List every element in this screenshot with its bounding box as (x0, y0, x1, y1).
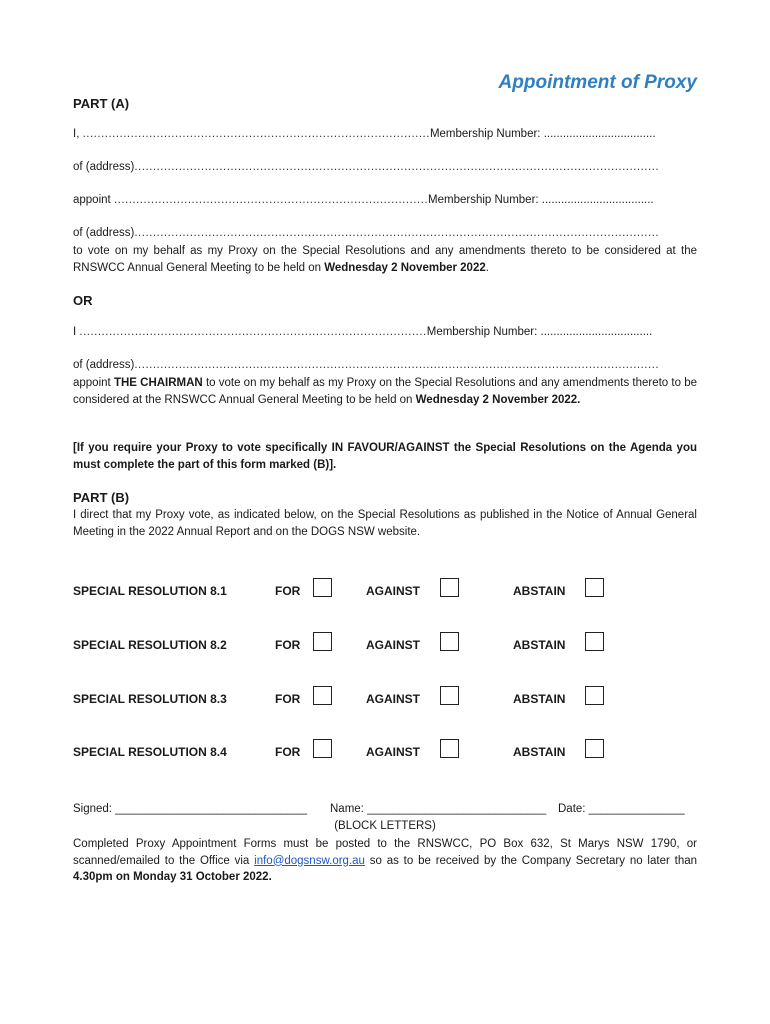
proxy-name-line[interactable] (73, 194, 697, 206)
proxy-membership-number-blank[interactable]: Membership Number: ................................... (428, 194, 654, 206)
instructions-text: Completed Proxy Appointment Forms must be posted to the RNSWCC, PO Box 632, St Marys NSW 1790, or scanned/emailed to the Office via (73, 838, 697, 867)
against-checkbox[interactable] (440, 632, 459, 651)
resolution-label: SPECIAL RESOLUTION 8.3 (73, 692, 227, 706)
for-checkbox[interactable] (313, 578, 332, 597)
against-label: AGAINST (366, 745, 420, 759)
address-blank[interactable]: .............................................................................................................................................. (134, 161, 660, 173)
vote-text: to vote on my behalf as my Proxy on the Special Resolutions and any amendments thereto to be considered at the RNSWCC Annual General Meeting to be held on (73, 377, 697, 406)
resolution-row (73, 632, 633, 656)
against-checkbox[interactable] (440, 739, 459, 758)
part-b-text: I direct that my Proxy vote, as indicated below, on the Special Resolutions as published in the Notice of Annual General Meeting in the 2022 Annual Report and on the DOGS NSW website. (73, 509, 697, 538)
abstain-label: ABSTAIN (513, 745, 566, 759)
abstain-label: ABSTAIN (513, 638, 566, 652)
abstain-label: ABSTAIN (513, 692, 566, 706)
abstain-checkbox[interactable] (585, 632, 604, 651)
proxy-address-line[interactable] (73, 227, 697, 239)
part-b-instruction: [If you require your Proxy to vote specifically IN FAVOUR/AGAINST the Special Resolutions on the Agenda you must complete the part of this form marked (B)]. (73, 442, 697, 471)
abstain-checkbox[interactable] (585, 686, 604, 705)
for-checkbox[interactable] (313, 739, 332, 758)
proxy-name-blank[interactable]: ..................................................................................... (113, 194, 429, 206)
for-label: FOR (275, 638, 301, 652)
resolution-row (73, 686, 633, 710)
for-checkbox[interactable] (313, 632, 332, 651)
document-title: Appointment of Proxy (498, 72, 697, 93)
against-label: AGAINST (366, 584, 420, 598)
line-label: of (address) (73, 227, 135, 239)
signed-field[interactable]: Signed: ______________________________ (73, 803, 308, 815)
abstain-checkbox[interactable] (585, 739, 604, 758)
block-letters-note: (BLOCK LETTERS) (334, 820, 436, 832)
member-address-line[interactable] (73, 161, 697, 173)
email-link[interactable]: info@dogsnsw.org.au (254, 854, 365, 867)
line-label: of (address) (73, 359, 135, 371)
chairman-text: THE CHAIRMAN (113, 377, 203, 389)
name-blank[interactable]: .............................................................................................. (82, 128, 430, 140)
alt-member-name-line[interactable] (73, 326, 697, 338)
alt-address-blank[interactable]: .............................................................................................................................................. (134, 359, 660, 371)
vote-paragraph-1 (73, 243, 697, 276)
membership-number-blank[interactable]: Membership Number: ................................... (429, 128, 656, 140)
part-b-heading: PART (B) (73, 490, 130, 505)
for-label: FOR (275, 692, 301, 706)
for-checkbox[interactable] (313, 686, 332, 705)
name-field[interactable]: Name: ____________________________ (330, 803, 547, 815)
part-a-heading: PART (A) (73, 96, 130, 111)
proxy-address-blank[interactable]: .............................................................................................................................................. (134, 227, 660, 239)
against-label: AGAINST (366, 638, 420, 652)
instructions-text: so as to be received by the Company Secretary no later than (364, 854, 698, 867)
resolution-row (73, 739, 633, 763)
line-label: I, (73, 128, 83, 140)
period: . (485, 261, 489, 274)
alt-member-address-line[interactable] (73, 359, 697, 371)
vote-paragraph-2 (73, 375, 697, 408)
or-heading: OR (73, 293, 93, 308)
abstain-label: ABSTAIN (513, 584, 566, 598)
period: . (577, 393, 581, 406)
vote-text: to vote on my behalf as my Proxy on the Special Resolutions and any amendments thereto to be considered at the RNSWCC Annual General Meeting to be held on (73, 245, 697, 274)
deadline-text: 4.30pm on Monday 31 October 2022. (73, 871, 272, 883)
resolution-row (73, 578, 633, 602)
against-label: AGAINST (366, 692, 420, 706)
meeting-date: Wednesday 2 November 2022 (415, 393, 578, 406)
for-label: FOR (275, 584, 301, 598)
resolution-label: SPECIAL RESOLUTION 8.2 (73, 638, 227, 652)
meeting-date: Wednesday 2 November 2022 (324, 261, 486, 274)
line-label: I (73, 326, 80, 338)
resolution-label: SPECIAL RESOLUTION 8.1 (73, 584, 227, 598)
line-label: appoint (73, 194, 114, 206)
resolution-label: SPECIAL RESOLUTION 8.4 (73, 745, 227, 759)
against-checkbox[interactable] (440, 578, 459, 597)
abstain-checkbox[interactable] (585, 578, 604, 597)
appoint-prefix: appoint (73, 377, 114, 389)
member-name-line[interactable] (73, 128, 697, 140)
for-label: FOR (275, 745, 301, 759)
submission-instructions (73, 836, 697, 886)
against-checkbox[interactable] (440, 686, 459, 705)
alt-membership-number-blank[interactable]: Membership Number: ................................... (426, 326, 653, 338)
date-field[interactable]: Date: _______________ (558, 803, 685, 815)
line-label: of (address) (73, 161, 135, 173)
alt-name-blank[interactable]: .............................................................................................. (79, 326, 427, 338)
